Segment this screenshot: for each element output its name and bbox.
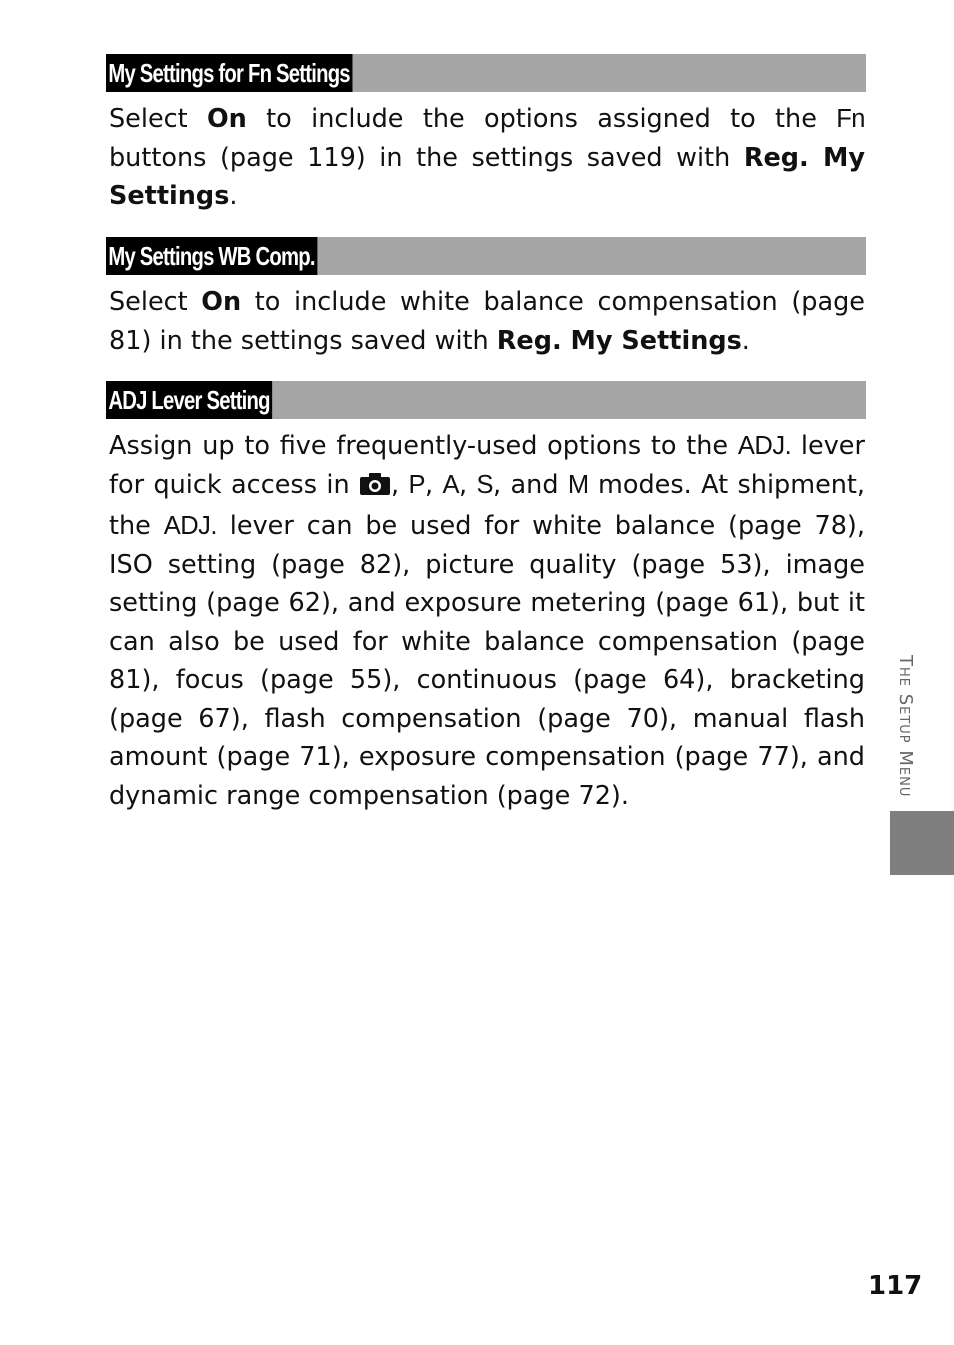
manual-mode-symbol: M (567, 470, 589, 499)
chapter-side-label: The Setup Menu (895, 655, 916, 798)
camera-icon (359, 469, 391, 508)
paragraph-wb-comp: Select On to include white balance compensation (page 81) in the settings saved with Reg. My Settings. (109, 287, 865, 356)
adj-lever-symbol: ADJ. (163, 512, 217, 540)
shutter-mode-symbol: S (476, 470, 494, 499)
aperture-mode-symbol: A (442, 470, 460, 499)
fn-button-symbol: Fn (836, 105, 865, 133)
page-number: 117 (868, 1271, 923, 1301)
section-title: ADJ Lever Setting (106, 381, 272, 419)
program-mode-symbol: P (408, 470, 426, 499)
chapter-tab-marker (890, 811, 954, 875)
section-header-adj-lever (106, 381, 866, 419)
section-title: My Settings for Fn Settings (106, 54, 352, 92)
section-header-wb-comp (106, 237, 866, 275)
paragraph-fn-settings: Select On to include the options assigned to the Fn buttons (page 119) in the settings saved with Reg. My Settings. (109, 104, 866, 211)
section-header-fn-settings (106, 54, 866, 92)
section-title: My Settings WB Comp. (106, 237, 317, 275)
paragraph-adj-lever: Assign up to five frequently-used options to the ADJ. lever for quick access in , P, A, S, and M modes. At shipment, the ADJ. lever can be used for white balance (page 78), ISO setting (page 82), picture quality (page 53), image setting (page 62), and exposure metering (page 61), but it can also be used for white balance compensation (page 81), focus (page 55), continuous (page 64), bracketing (page 67), flash compensation (page 70), manual flash amount (page 71), exposure compensation (page 77), and dynamic range compensation (page 72). (109, 431, 866, 811)
adj-lever-symbol: ADJ. (737, 432, 792, 460)
